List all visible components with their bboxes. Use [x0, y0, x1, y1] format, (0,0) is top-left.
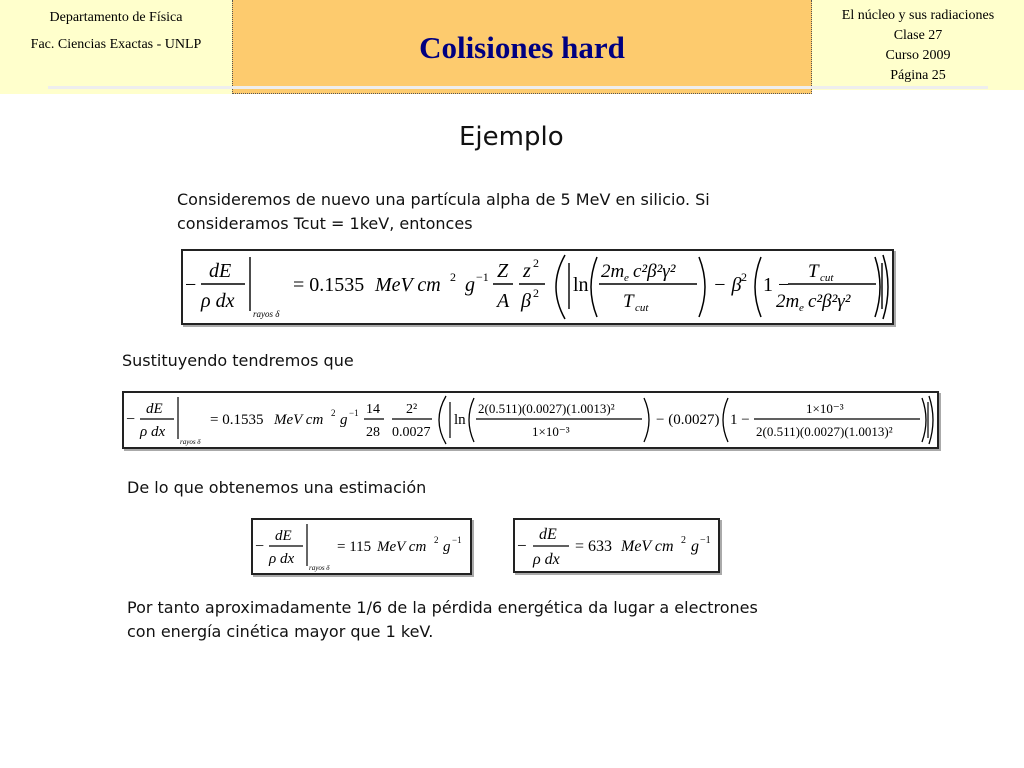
- eq2-lhs-denominator: ρ dx: [140, 424, 166, 440]
- eq4-lhs-denominator: ρ dx: [533, 551, 560, 568]
- eq4-units: MeV cm: [621, 538, 674, 555]
- eq1-ln-paren-right: [699, 257, 705, 317]
- eq4-minus-sign: −: [517, 536, 527, 555]
- eq1-units: MeV cm: [375, 274, 441, 296]
- eq1-frac2-numerator-sub: cut: [820, 272, 834, 284]
- eq2-ln-denominator: 1×10⁻³: [532, 424, 570, 439]
- eq2-inner-paren-right: [922, 398, 926, 442]
- eq1-one-minus: 1 −: [763, 274, 790, 296]
- estimate-text: De lo que obtenemos una estimación: [127, 478, 427, 497]
- equation-3: [253, 520, 470, 573]
- header-left-block: [0, 0, 232, 94]
- header-right-block: [812, 0, 1024, 90]
- eq1-ln-numerator: 2m: [601, 261, 625, 282]
- conclusion-line-2: con energía cinética mayor que 1 keV.: [127, 622, 434, 641]
- course-year-label: Curso 2009: [885, 48, 951, 63]
- eq2-frac2-numerator: 1×10⁻³: [806, 401, 844, 416]
- eq4-lhs-numerator: dE: [539, 526, 557, 543]
- equation-3-box: [251, 518, 472, 575]
- eq1-z: z: [523, 260, 531, 282]
- eq1-z-exponent: 2: [533, 256, 539, 270]
- eq1-beta-exponent: 2: [533, 286, 539, 300]
- eq4-g: g: [691, 538, 699, 555]
- eq1-subscript: rayos δ: [253, 309, 280, 319]
- eq2-g: g: [340, 412, 348, 428]
- eq1-ln-numerator-rest: c²β²γ²: [633, 261, 676, 282]
- eq3-rhs-value: = 115: [337, 539, 372, 555]
- eq1-inner-paren-left: [755, 257, 761, 317]
- eq1-ln: ln: [573, 274, 589, 296]
- department-label: Departamento de Física: [49, 10, 183, 25]
- eq2-units: MeV cm: [274, 412, 324, 428]
- conclusion-line-1: Por tanto aproximadamente 1/6 de la pérdida energética da lugar a electrones: [127, 598, 758, 617]
- eq2-g-exponent: −1: [349, 408, 359, 418]
- eq1-ln-paren-left: [591, 257, 597, 317]
- section-heading: Ejemplo: [459, 122, 564, 152]
- eq2-lhs-numerator: dE: [146, 401, 163, 417]
- eq3-units: MeV cm: [377, 539, 427, 555]
- eq1-Z: Z: [497, 260, 509, 282]
- eq2-ln-numerator: 2(0.511)(0.0027)(1.0013)²: [478, 401, 615, 416]
- eq3-lhs-numerator: dE: [275, 528, 292, 544]
- eq1-frac2-denominator: 2m: [776, 291, 800, 312]
- equation-4-box: [513, 518, 720, 573]
- equation-2-box: [122, 391, 939, 449]
- eq2-minus-term: − (0.0027): [656, 412, 720, 428]
- eq2-inner-paren-left: [723, 398, 728, 442]
- eq1-A: A: [497, 290, 510, 312]
- eq1-g-exponent: −1: [476, 270, 489, 284]
- eq3-units-exponent: 2: [434, 535, 439, 545]
- page-number-label: Página 25: [890, 68, 946, 83]
- equation-1-box: [181, 249, 894, 325]
- eq3-g-exponent: −1: [452, 535, 462, 545]
- eq2-fraction2-numerator: 2²: [406, 402, 418, 417]
- eq1-minus-beta: − β: [713, 274, 742, 296]
- eq1-frac2-denominator-rest: c²β²γ²: [808, 291, 851, 312]
- eq3-lhs-denominator: ρ dx: [269, 551, 295, 567]
- eq1-ln-numerator-sub: e: [624, 272, 629, 284]
- eq1-ln-denominator-sub: cut: [635, 302, 649, 314]
- eq3-minus-sign: −: [255, 538, 265, 555]
- eq1-outer-paren-right: [883, 255, 888, 319]
- eq2-ln-paren-right: [644, 398, 649, 442]
- eq2-outer-paren-right: [929, 396, 933, 444]
- eq4-units-exponent: 2: [681, 535, 686, 546]
- eq1-coefficient: = 0.1535: [293, 274, 365, 296]
- equation-1: [183, 251, 892, 323]
- eq4-g-exponent: −1: [700, 535, 711, 546]
- eq2-ln: ln: [454, 412, 466, 428]
- eq2-fraction1-numerator: 14: [366, 402, 380, 417]
- eq2-one-minus: 1 −: [730, 412, 750, 428]
- intro-line-1: Consideremos de nuevo una partícula alpha de 5 MeV en silicio. Si: [177, 190, 710, 209]
- course-topic-label: El núcleo y sus radiaciones: [841, 8, 995, 23]
- eq2-outer-paren-left: [439, 396, 446, 444]
- eq3-subscript: rayos δ: [309, 564, 330, 572]
- eq1-inner-paren-right: [875, 257, 880, 317]
- eq3-g: g: [443, 539, 451, 555]
- eq2-minus-sign: −: [126, 411, 136, 428]
- intro-line-2: consideramos Tcut = 1keV, entonces: [177, 214, 473, 233]
- equation-4: [515, 520, 718, 571]
- conclusion-paragraph: [127, 596, 758, 644]
- eq1-g: g: [465, 274, 475, 296]
- intro-paragraph: [177, 188, 710, 236]
- eq1-lhs-denominator: ρ dx: [201, 290, 235, 312]
- eq1-ln-denominator: T: [623, 291, 634, 312]
- eq2-fraction2-denominator: 0.0027: [392, 425, 431, 440]
- eq2-units-exponent: 2: [331, 408, 336, 418]
- eq1-frac2-numerator: T: [808, 261, 819, 282]
- class-number-label: Clase 27: [893, 28, 943, 43]
- header-divider: [48, 86, 988, 89]
- eq2-fraction1-denominator: 28: [366, 425, 380, 440]
- eq1-minus-sign: −: [185, 274, 197, 296]
- eq2-ln-paren-left: [469, 398, 474, 442]
- page-title: Colisiones hard: [419, 29, 625, 65]
- faculty-label: Fac. Ciencias Exactas - UNLP: [30, 37, 202, 52]
- eq2-coefficient: = 0.1535: [210, 412, 264, 428]
- eq1-lhs-numerator: dE: [209, 260, 232, 282]
- eq1-frac2-denominator-sub: e: [799, 302, 804, 314]
- title-banner: [232, 0, 812, 94]
- eq2-subscript: rayos δ: [180, 438, 201, 446]
- equation-2: [124, 393, 937, 447]
- eq1-minus-beta-exponent: 2: [741, 270, 747, 284]
- eq1-outer-paren-left: [556, 255, 565, 319]
- eq1-units-exponent: 2: [450, 270, 456, 284]
- substitution-text: Sustituyendo tendremos que: [122, 351, 354, 370]
- eq2-frac2-denominator: 2(0.511)(0.0027)(1.0013)²: [756, 424, 893, 439]
- eq1-beta: β: [521, 290, 531, 312]
- eq4-rhs-value: = 633: [575, 538, 613, 555]
